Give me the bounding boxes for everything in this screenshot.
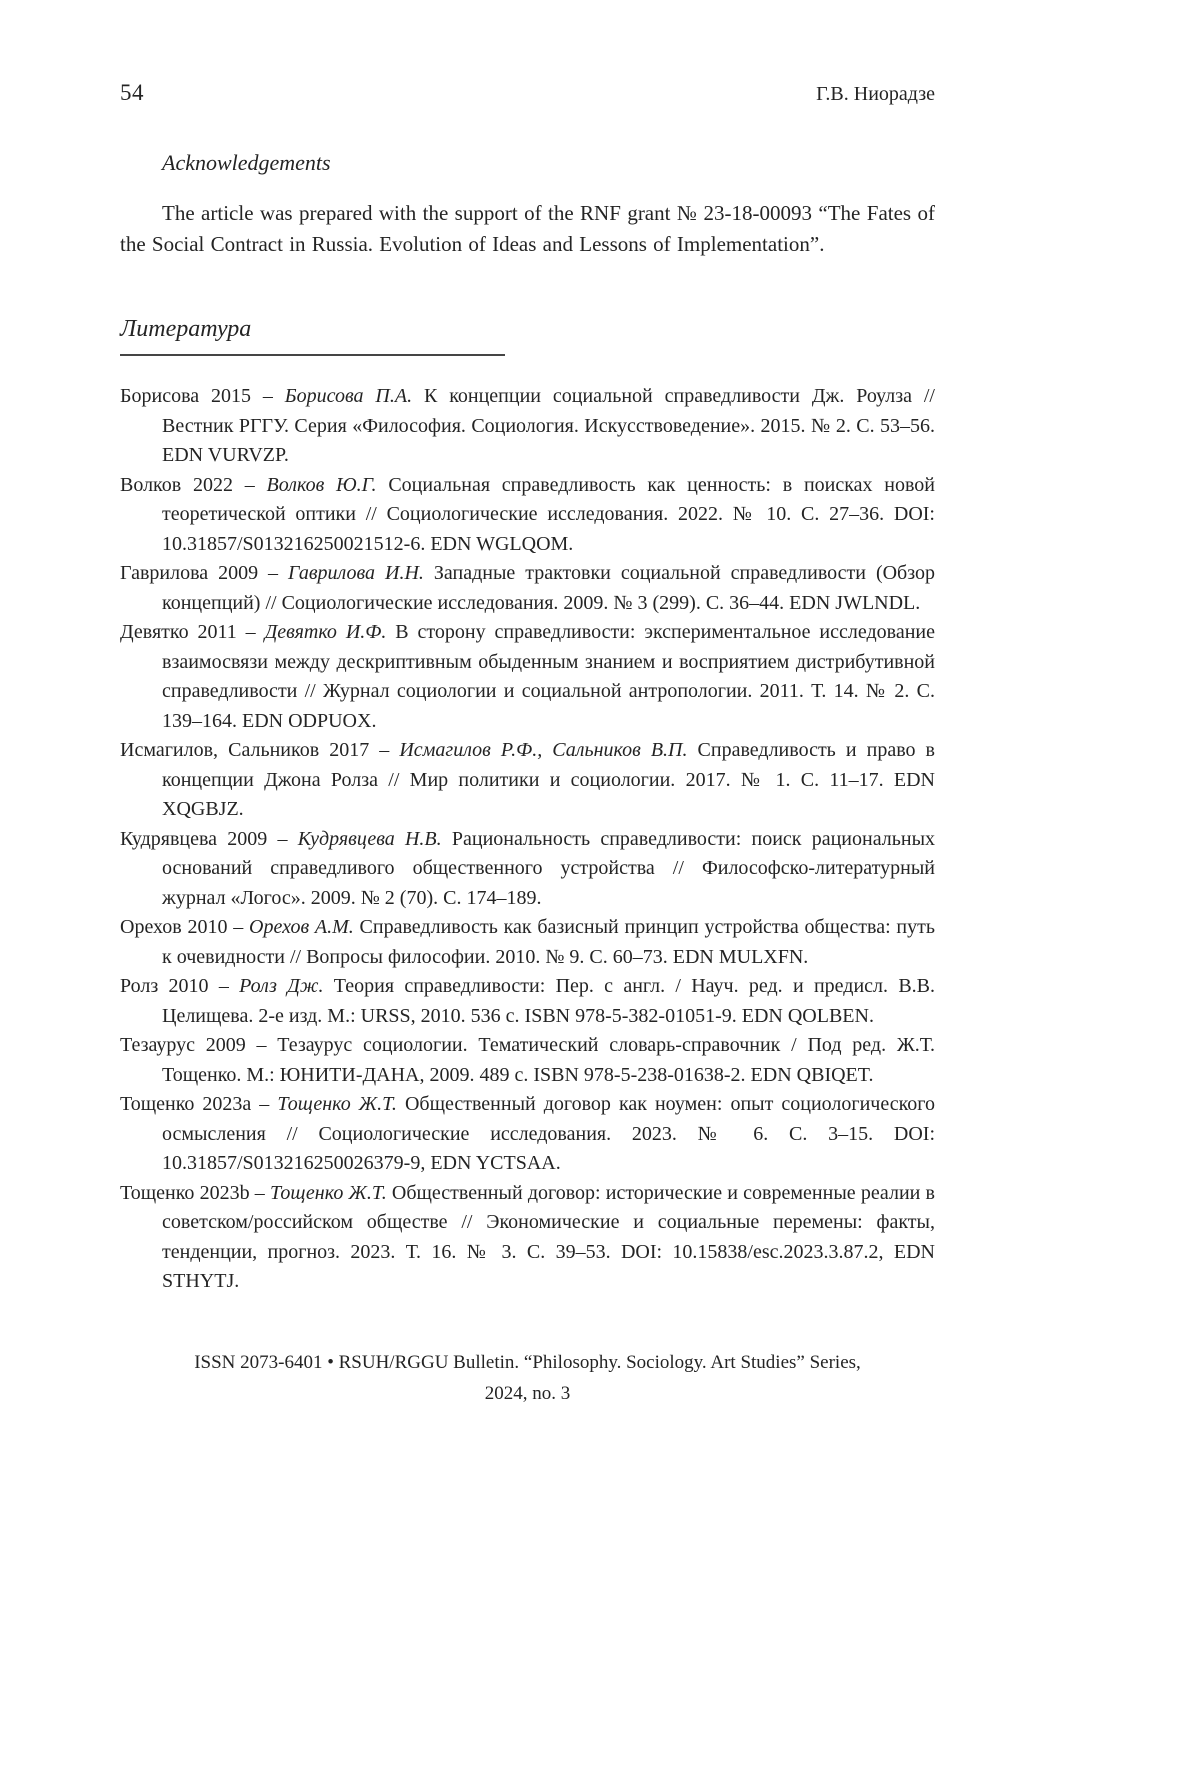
reference-text: Общественный договор: исторические и современные реалии в советском/российском обществе // Экономические и социальные перемены: факты, тенденции, прогноз. 2023. Т. 16. № 3. С. 39–53. DOI: 10.15838/esc.2023.3.87.2, EDN STHYTJ. <box>162 1181 935 1292</box>
reference-text: Тезаурус 2009 – Тезаурус социологии. Тематический словарь-справочник / Под ред. Ж.Т. Тощенко. М.: ЮНИТИ-ДАНА, 2009. 489 с. ISBN 978-5-238-01638-2. EDN QBIQET. <box>120 1034 935 1086</box>
reference-text: Орехов 2010 – <box>120 916 250 938</box>
reference-text: Тощенко 2023a – <box>120 1093 278 1115</box>
reference-authors: Девятко И.Ф. <box>264 621 387 643</box>
reference-text: Социальная справедливость как ценность: в поисках новой теоретической оптики // Социологические исследования. 2022. № 10. С. 27–36. DOI: 10.31857/S013216250021512-6. EDN WGLQOM. <box>162 473 936 555</box>
reference-text: В сторону справедливости: экспериментальное исследование взаимосвязи между дескриптивным обыденным знанием и восприятием дистрибутивной справедливости // Журнал социологии и социальной антропологии. 2011. Т. 14. № 2. С. 139–164. EDN ODPUOX. <box>162 621 935 732</box>
acknowledgements-heading: Acknowledgements <box>162 150 331 175</box>
reference-entry <box>120 1179 935 1297</box>
reference-text: Рациональность справедливости: поиск рациональных оснований справедливого общественного устройства // Философско-литературный журнал «Логос». 2009. № 2 (70). С. 174–189. <box>162 827 936 909</box>
reference-text: Справедливость и право в концепции Джона Ролза // Мир политики и социологии. 2017. № 1. С. 11–17. EDN XQGBJZ. <box>162 739 936 820</box>
reference-authors: Борисова П.А. <box>284 385 413 407</box>
acknowledgements-paragraph: The article was prepared with the support of the RNF grant № 23-18-00093 “The Fates of the Social Contract in Russia. Evolution of Ideas and Lessons of Implementation”. <box>120 201 935 256</box>
reference-text: Тощенко 2023b – <box>120 1181 270 1204</box>
reference-authors: Орехов А.М. <box>249 916 354 938</box>
reference-authors: Тощенко Ж.Т. <box>277 1093 397 1115</box>
reference-text: Ролз 2010 – <box>120 975 240 997</box>
reference-text: Справедливость как базисный принцип устройства общества: путь к очевидности // Вопросы философии. 2010. № 9. С. 60–73. EDN MULXFN. <box>162 916 935 968</box>
reference-entry <box>120 1031 935 1090</box>
reference-text: К концепции социальной справедливости Дж. Роулза // Вестник РГГУ. Серия «Философия. Социология. Искусствоведение». 2015. № 2. С. 53–56. EDN VURVZP. <box>162 385 935 466</box>
reference-text: Исмагилов, Сальников 2017 – <box>120 739 400 761</box>
page-header <box>120 80 935 106</box>
reference-text: Гаврилова 2009 – <box>120 562 288 584</box>
reference-entry <box>120 736 935 825</box>
reference-authors: Исмагилов Р.Ф., Сальников В.П. <box>399 739 688 761</box>
reference-authors: Тощенко Ж.Т. <box>269 1181 387 1204</box>
reference-entry <box>120 618 935 736</box>
reference-text: Девятко 2011 – <box>120 621 265 643</box>
reference-text: Теория справедливости: Пер. с англ. / Науч. ред. и предисл. В.В. Целищева. 2-е изд. М.: URSS, 2010. 536 с. ISBN 978-5-382-01051-9. EDN QOLBEN. <box>162 975 935 1027</box>
reference-entry <box>120 382 935 471</box>
reference-text: Общественный договор как ноумен: опыт социологического осмысления // Социологические исследования. 2023. № 6. С. 3–15. DOI: 10.31857/S013216250026379-9, EDN YCTSAA. <box>162 1093 935 1174</box>
reference-authors: Ролз Дж. <box>239 975 324 997</box>
reference-entry <box>120 913 935 972</box>
page-footer <box>120 1347 935 1409</box>
reference-authors: Волков Ю.Г. <box>266 473 377 496</box>
reference-authors: Гаврилова И.Н. <box>287 562 424 584</box>
reference-entry <box>120 559 935 618</box>
reference-text: Кудрявцева 2009 – <box>120 827 298 850</box>
reference-entry <box>120 1090 935 1179</box>
reference-text: Борисова 2015 – <box>120 385 285 407</box>
reference-entry <box>120 471 935 560</box>
references-heading-rule <box>120 316 505 356</box>
references-list <box>120 382 935 1297</box>
reference-authors: Кудрявцева Н.В. <box>297 827 442 850</box>
footer-issue-line: 2024, no. 3 <box>484 1382 571 1404</box>
footer-issn-line: ISSN 2073-6401 • RSUH/RGGU Bulletin. “Philosophy. Sociology. Art Studies” Series, <box>194 1351 861 1373</box>
reference-text: Волков 2022 – <box>120 473 267 496</box>
references-heading: Литература <box>120 316 252 342</box>
reference-entry <box>120 825 935 914</box>
reference-entry <box>120 972 935 1031</box>
running-head-author: Г.В. Ниорадзе <box>816 83 935 105</box>
page-number: 54 <box>120 80 144 105</box>
reference-text: Западные трактовки социальной справедливости (Обзор концепций) // Социологические исследования. 2009. № 3 (299). С. 36–44. EDN JWLNDL. <box>162 562 936 614</box>
